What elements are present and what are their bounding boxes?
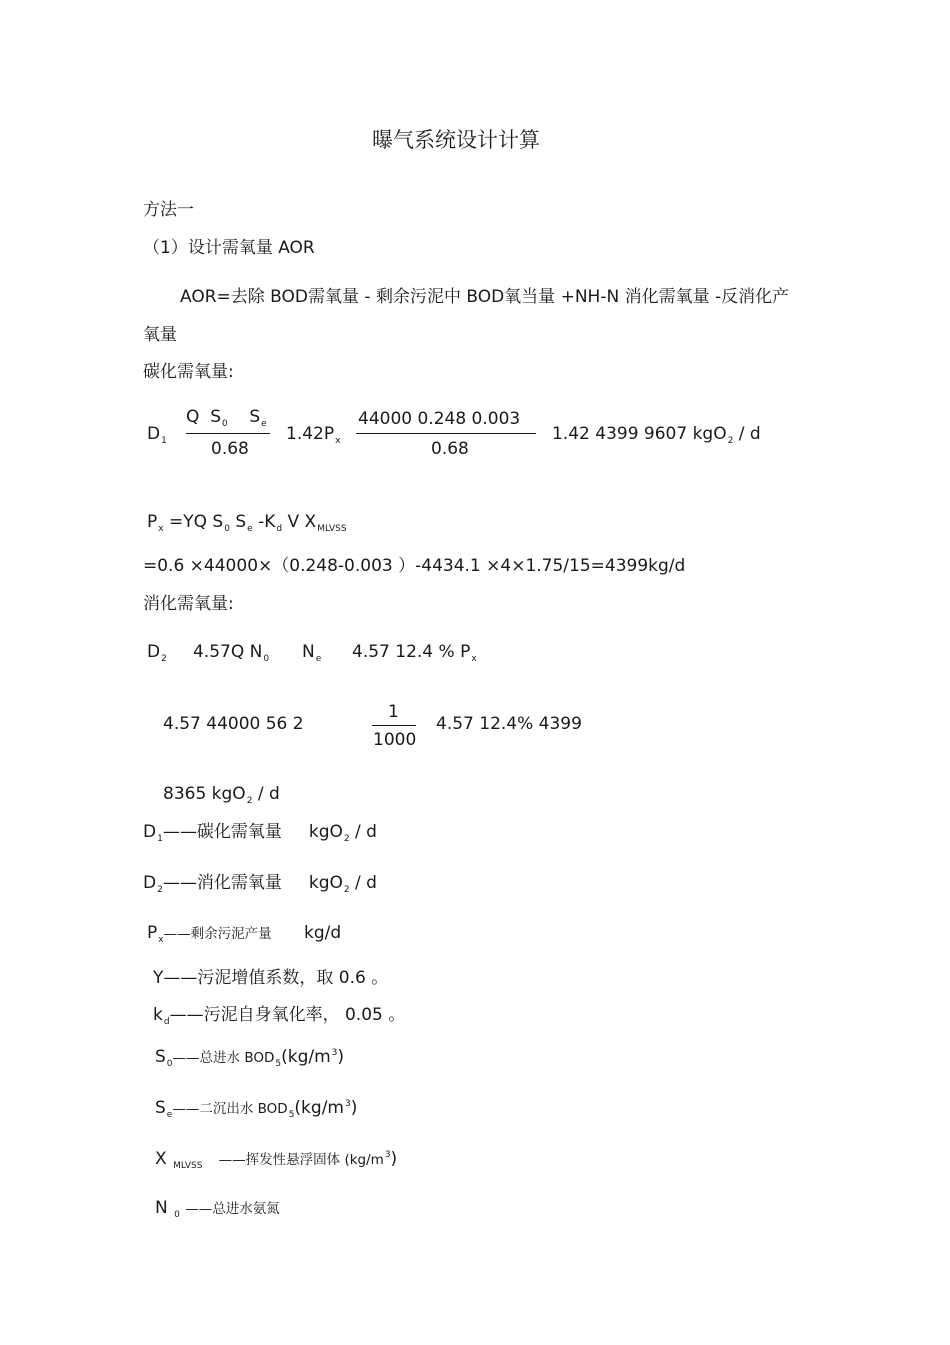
page-title: 曝气系统设计计算 bbox=[372, 128, 540, 152]
step1-heading: （1）设计需氧量 AOR bbox=[143, 238, 315, 258]
d1-result: 1.42 4399 9607 kgO$_2$ / d bbox=[552, 424, 761, 446]
d1-denominator-values: 0.68 bbox=[431, 439, 469, 459]
d1-numerator-values: 44000 0.248 0.003 bbox=[358, 409, 521, 429]
d1-mid-term: $1.42P_x$ bbox=[286, 424, 341, 446]
d2-term-px: 4.57 12.4 % $P_x$ bbox=[352, 642, 477, 664]
d1-denominator: 0.68 bbox=[211, 439, 249, 459]
d2-lhs: $D_2$ bbox=[147, 642, 167, 664]
px-formula: $P_x =YQ$ $S_0$ $S_e$ $-K_d$ V $X_{MLVSS}$ bbox=[147, 512, 347, 534]
aor-definition-line1: AOR=去除 BOD需氧量 - 剩余污泥中 BOD氧当量 +NH-N 消化需氧量 -反消化产 bbox=[180, 287, 790, 307]
d2-calc-numerator: 1 bbox=[388, 702, 399, 722]
d2-calc-fraction-bar bbox=[372, 725, 416, 726]
method-heading: 方法一 bbox=[143, 200, 194, 220]
d1-lhs: $D_1$ bbox=[147, 424, 167, 446]
d1-fraction-bar-values bbox=[356, 433, 536, 434]
px-calculation: =0.6 ×44000×（0.248-0.003 ）-4434.1 ×4×1.75/15=4399kg/d bbox=[143, 556, 686, 576]
d2-term-ne: $N_e$ bbox=[302, 642, 322, 664]
aor-definition-line2: 氧量 bbox=[143, 325, 177, 345]
nitrification-label: 消化需氧量: bbox=[143, 594, 234, 614]
def-s0: $S_0——$总进水 $BOD_5(kg/m^3)$ bbox=[155, 1047, 345, 1069]
def-n0: N $_0$ ——总进水氨氮 bbox=[155, 1198, 280, 1220]
carbon-label: 碳化需氧量: bbox=[143, 362, 234, 382]
d2-calc-right: 4.57 12.4% 4399 bbox=[436, 714, 582, 734]
def-y: Y——污泥增值系数，取 0.6 。 bbox=[153, 968, 389, 988]
def-se: $S_e——$二沉出水 $BOD_5(kg/m^3)$ bbox=[155, 1098, 358, 1120]
def-d2: $D_2——$消化需氧量 kgO$_2$ / d bbox=[143, 873, 377, 895]
d2-calc-denominator: 1000 bbox=[373, 730, 417, 750]
def-px: $P_x——$剩余污泥产量 kg/d bbox=[147, 923, 342, 945]
def-d1: $D_1——$碳化需氧量 kgO$_2$ / d bbox=[143, 822, 377, 844]
def-xmlvss: X $_{MLVSS}$ ——挥发性悬浮固体 $(kg/m^3)$ bbox=[155, 1149, 398, 1171]
d2-calc-left: 4.57 44000 56 2 bbox=[163, 714, 304, 734]
def-kd: $k_d——$污泥自身氧化率， 0.05 。 bbox=[153, 1005, 406, 1027]
d2-result: 8365 kgO$_2$ / d bbox=[163, 784, 280, 806]
d2-term-n0: 4.57Q $N_0$ bbox=[193, 642, 270, 664]
d1-fraction-bar bbox=[186, 433, 270, 434]
d1-numerator: Q $S_0$ $S_e$ bbox=[186, 407, 267, 429]
